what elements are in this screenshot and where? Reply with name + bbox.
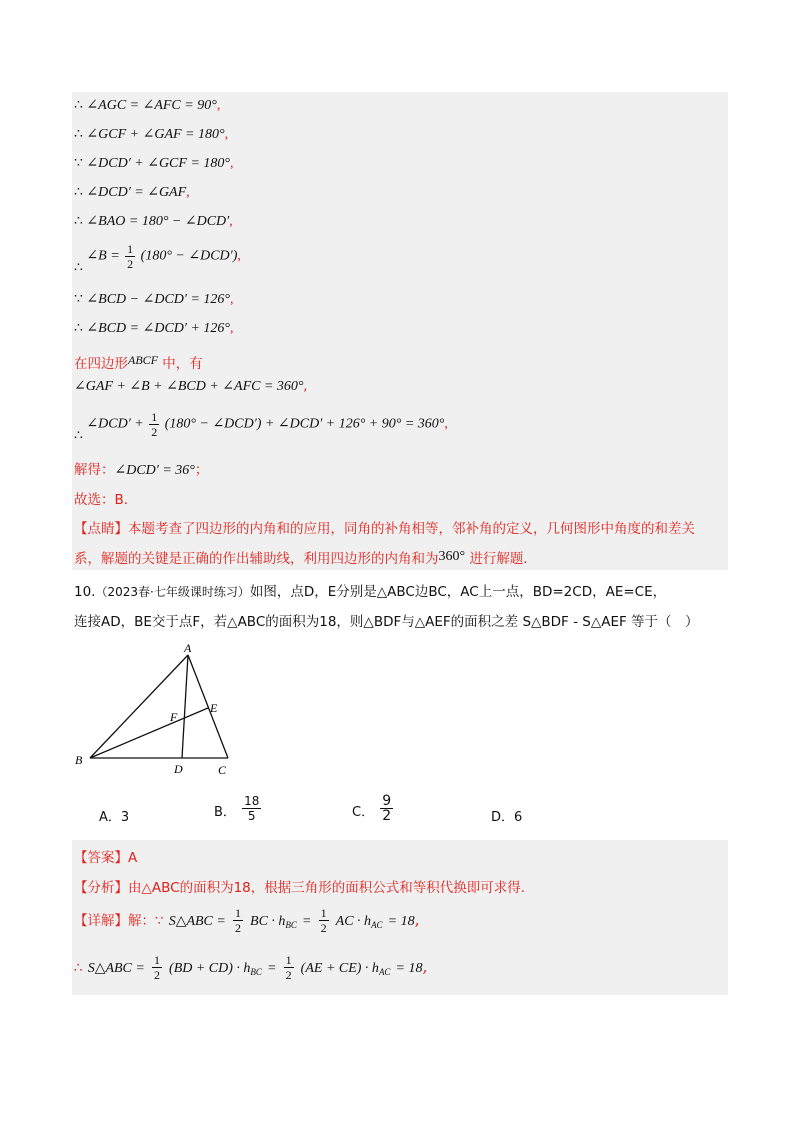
solution-line-3: ∵ ∠DCD′ + ∠GCF = 180°, bbox=[74, 156, 234, 171]
analysis-line: 【分析】由△ABC的面积为18，根据三角形的面积公式和等积代换即可求得. bbox=[74, 880, 526, 896]
solution-line-8: ∴ ∠BCD = ∠DCD′ + 126°, bbox=[74, 321, 234, 336]
final-line: ∴ S△ABC = $\frac{1}{2}$ $(BD + CD) \cdot h_{BC}$ = $\frac{1}{2}$ $(AE + CE) \cdot h_{AC} = 18$, bbox=[74, 953, 428, 982]
answer-line: 【答案】A bbox=[74, 850, 138, 866]
option-a[interactable]: A．3 bbox=[99, 810, 130, 825]
choice-line: 故选：B. bbox=[74, 492, 129, 508]
solution-line-1: ∴ ∠AGC = ∠AFC = 90°, bbox=[74, 98, 221, 113]
option-c[interactable]: C． $\frac{9}{2}$ bbox=[352, 793, 392, 824]
comment-line-2: 系，解题的关键是正确的作出辅助线，利用四边形的内角和为360° 进行解题. bbox=[74, 549, 528, 567]
label-d: D bbox=[174, 762, 183, 776]
solution-line-6: ∴ ∠B = $\frac{1}{2}$ (180° − ∠DCD′), bbox=[74, 242, 241, 276]
label-a: A bbox=[184, 641, 192, 655]
segment-ad bbox=[182, 655, 188, 758]
option-d[interactable]: D．6 bbox=[491, 810, 523, 825]
side-ac bbox=[188, 655, 228, 758]
label-b: B bbox=[75, 753, 83, 767]
option-b[interactable]: B． $\frac{18}{5}$ bbox=[214, 794, 260, 823]
label-f: F bbox=[170, 710, 178, 724]
solution-line-7: ∵ ∠BCD − ∠DCD′ = 126°, bbox=[74, 292, 234, 307]
label-e: E bbox=[210, 701, 218, 715]
substitution-line: ∴ ∠DCD′ + $\frac{1}{2}$ (180° − ∠DCD′) + ∠DCD′ + 126° + 90° = 360°, bbox=[74, 410, 448, 444]
question-line-1: 10.（2023春·七年级课时练习）如图，点D，E分别是△ABC边BC，AC上一点，BD=2CD，AE=CE， bbox=[74, 584, 667, 600]
segment-be bbox=[90, 708, 208, 758]
side-ab bbox=[90, 655, 188, 758]
question-line-2: 连接AD，BE交于点F，若△ABC的面积为18，则△BDF与△AEF的面积之差 S△BDF - S△AEF 等于（ ） bbox=[74, 614, 699, 630]
label-c: C bbox=[218, 763, 227, 777]
solve-line: 解得：∠DCD′ = 36°； bbox=[74, 462, 209, 478]
triangle-figure bbox=[70, 640, 250, 780]
quad-intro: 在四边形ABCF 中，有 bbox=[74, 353, 203, 372]
detail-line: 【详解】解：∵ S△ABC = $\frac{1}{2}$ BC · $h_{BC}$ = $\frac{1}{2}$ AC · $h_{AC} = 18$, bbox=[74, 906, 420, 935]
comment-line-1: 【点睛】本题考查了四边形的内角和的应用，同角的补角相等，邻补角的定义，几何图形中角度的和差关 bbox=[74, 521, 695, 537]
angle-sum-equation: ∠GAF + ∠B + ∠BCD + ∠AFC = 360°, bbox=[74, 379, 308, 394]
solution-line-5: ∴ ∠BAO = 180° − ∠DCD′, bbox=[74, 214, 233, 229]
solution-line-2: ∴ ∠GCF + ∠GAF = 180°, bbox=[74, 127, 229, 142]
solution-line-4: ∴ ∠DCD′ = ∠GAF, bbox=[74, 185, 190, 200]
